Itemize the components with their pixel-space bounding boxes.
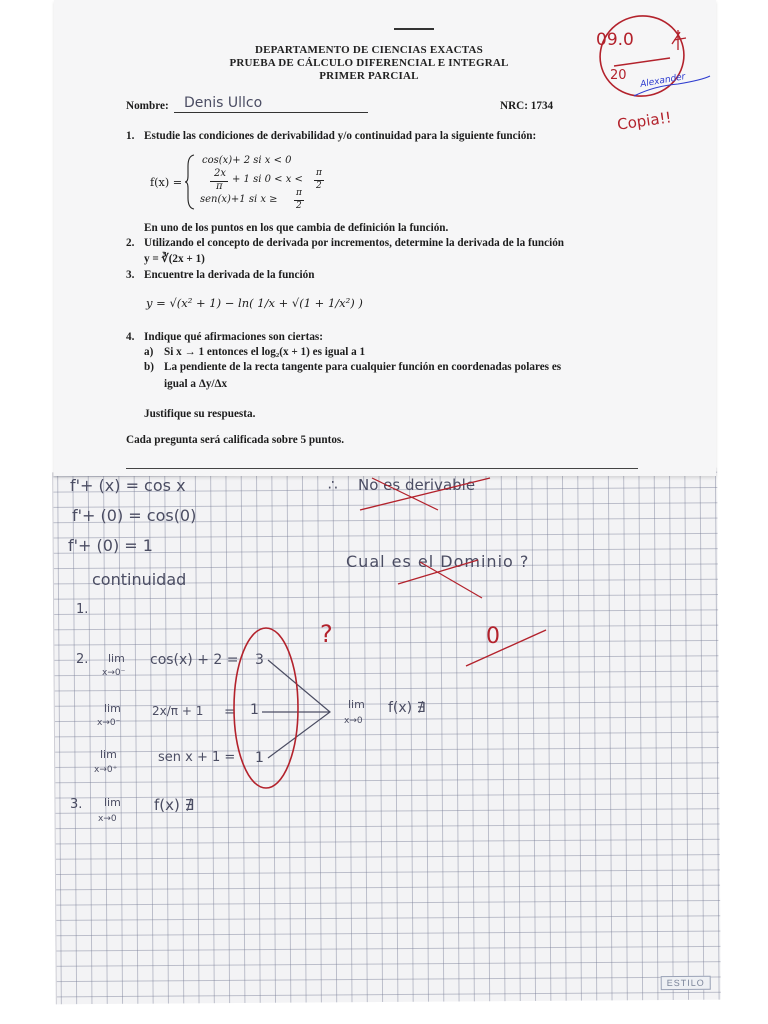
hand-domain-question: Cual es el Dominio ? [346,552,530,571]
hand-line-derivative: f'+ (x) = cos x [70,476,186,495]
piecewise-case-1: cos(x)+ 2 si x < 0 [202,155,292,166]
limit-bracket-line [268,660,330,758]
red-strike-line-1 [360,478,490,510]
exam-sheet [54,0,716,476]
hand-lim-q3: lim [104,796,121,809]
department-title: DEPARTAMENTO DE CIENCIAS EXACTAS [255,44,483,56]
paper-brand-label: ESTILO [661,976,711,990]
piecewise-case-3: sen(x)+1 si x ≥ [200,194,278,205]
hand-lim-q3-sub: x→0 [98,814,117,824]
hand-lim-2: lim [104,702,121,715]
piecewise-pi-den-2: 2 [296,201,302,211]
name-label: Nombre: [126,100,169,112]
hand-q3-result: f(x) ∄ [154,796,195,814]
student-name: Denis Ullco [184,95,263,111]
q2-number: 2. [126,237,135,249]
q4-number: 4. [126,331,135,343]
q4-b-text-cont: igual a Δy/Δx [164,378,228,390]
q4-a-text: Si x → 1 entonces el log₂(x + 1) es igual a 1 [164,346,366,358]
hand-lim-2-value: 1 [250,702,259,718]
piecewise-pi-den-1: 2 [316,181,322,191]
piecewise-pi-num-1: π [316,168,322,178]
hand-item-number-2: 2. [76,652,89,667]
red-score-slash [466,630,546,666]
q4-text: Indique qué afirmaciones son ciertas: [144,331,323,343]
hand-red-zero-score: 0 [486,624,500,649]
hand-lim-fx-result: f(x) ∄ [388,700,426,716]
hand-line-derivative-value: f'+ (0) = 1 [68,536,153,555]
grader-signature: Alexander [639,72,687,90]
q3-number: 3. [126,269,135,281]
q4-b-text: La pendiente de la recta tangente para cualquier función en coordenadas polares es [164,361,562,373]
q1-note: En uno de los puntos en los que cambia de definición la función. [144,222,449,234]
hand-lim-3-expr: sen x + 1 = [158,750,236,765]
hand-continuity-label: continuidad [92,570,187,589]
q4-a-label: a) [144,346,154,358]
hand-lim-2-expr: 2x/π + 1 [152,704,204,718]
grade-total: 20 [610,68,627,83]
hand-lim-3-sub: x→0⁺ [94,765,118,775]
grade-score: 09.0 [596,30,634,50]
hand-therefore: ∴ [328,476,338,494]
hand-red-question-mark: ? [320,620,333,648]
piecewise-lhs: f(x) = [150,176,183,189]
q1-text: Estudie las condiciones de derivabilidad y/o continuidad para la siguiente función: [144,130,537,142]
q3-text: Encuentre la derivada de la función [144,269,315,281]
q2-function: y = ∛(2x + 1) [144,253,205,265]
q2-text: Utilizando el concepto de derivada por incrementos, determine la derivada de la función [144,237,565,249]
hand-lim-fx-sub: x→0 [344,716,363,726]
piecewise-case-2-rest: + 1 si 0 < x < [232,174,303,185]
q4-b-label: b) [144,361,154,373]
q1-number: 1. [126,130,135,142]
signature-line [126,468,638,469]
hand-lim-fx: lim [348,698,365,711]
hand-lim-2-sub: x→0⁻ [97,718,121,728]
hand-not-derivable: No es derivable [358,476,476,494]
hand-lim-3-value: 1 [255,750,264,766]
hand-item-number-1: 1. [76,602,89,617]
hand-lim-1-sub: x→0⁻ [102,668,126,678]
hand-lim-1-value: 3 [255,652,264,668]
hand-lim-3: lim [100,748,117,761]
grading-instruction: Cada pregunta será calificada sobre 5 puntos. [126,434,345,446]
name-underline [174,112,368,113]
piecewise-brace [184,154,196,210]
piecewise-case-2-den: π [216,181,223,192]
top-dash [394,28,434,30]
hand-lim-1-expr: cos(x) + 2 = [150,652,239,668]
exam-title: PRIMER PARCIAL [319,70,419,82]
hand-line-derivative-at-zero: f'+ (0) = cos(0) [72,506,197,525]
hand-item-number-3: 3. [70,797,83,812]
nrc-label: NRC: 1734 [500,100,554,112]
hand-lim-1: lim [108,652,125,665]
hand-lim-2-equals: = [224,704,236,720]
copy-note: Copia!! [616,108,673,134]
piecewise-pi-num-2: π [296,188,302,198]
justify-instruction: Justifique su respuesta. [144,408,256,420]
q3-function: y = √(x² + 1) − ln( 1/x + √(1 + 1/x²) ) [146,296,363,310]
piecewise-case-2-num: 2x [214,168,227,179]
course-title: PRUEBA DE CÁLCULO DIFERENCIAL E INTEGRAL [229,57,509,69]
red-ellipse-mark [234,628,298,788]
